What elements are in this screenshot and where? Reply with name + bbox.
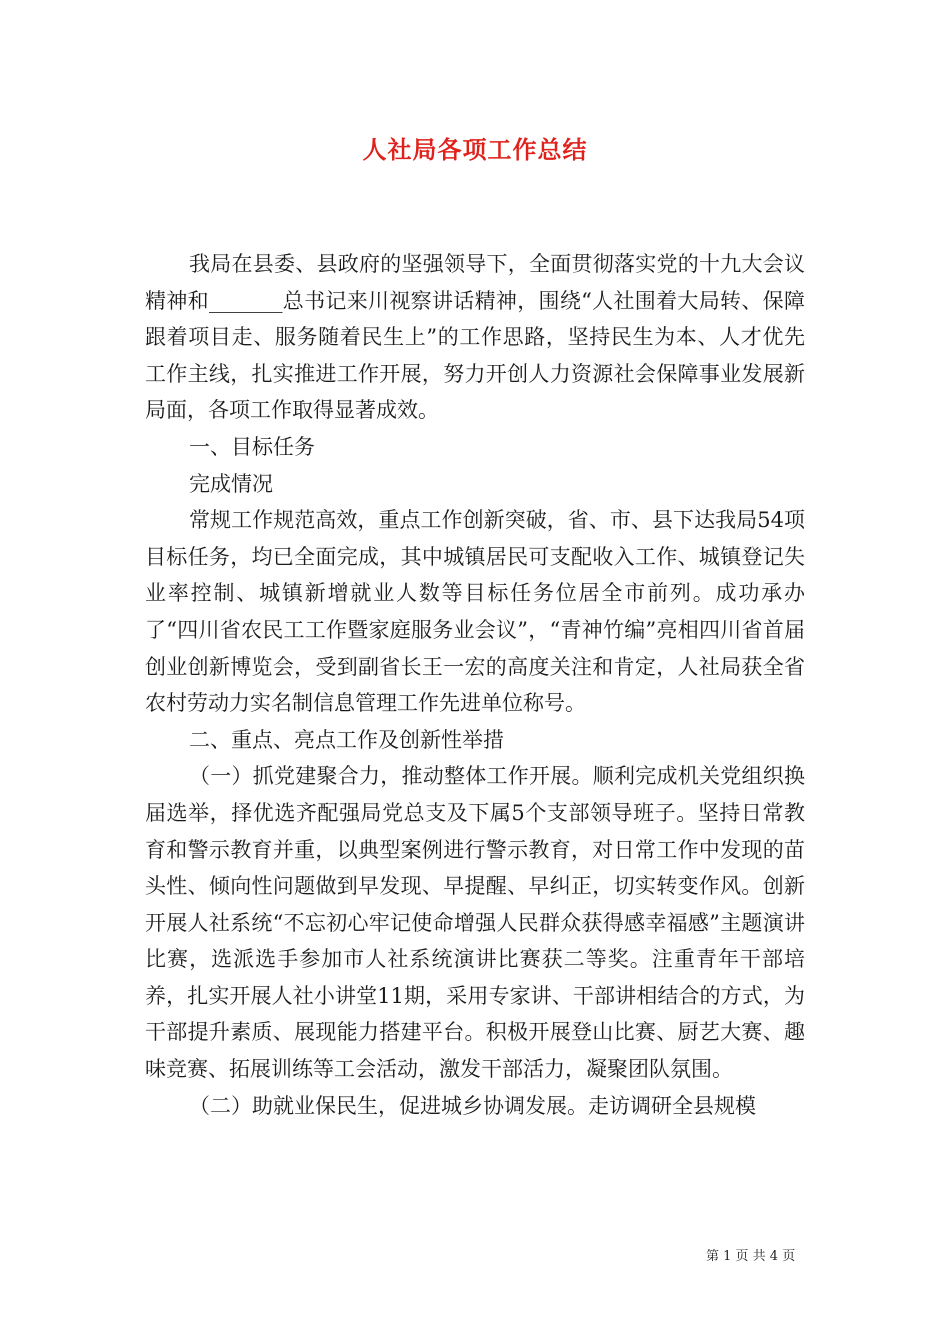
page-number-footer: 第 1 页 共 4 页 [706,1249,796,1264]
paragraph-party-building: （一）抓党建聚合力，推动整体工作开展。顺利完成机关党组织换届选举，择优选齐配强局党总支及下属5个支部领导班子。坚持日常教育和警示教育并重，以典型案例进行警示教育，对日常工作中发现的苗头性、倾向性问题做到早发现、早提醒、早纠正，切实转变作风。创新开展人社系统“不忘初心牢记使命增强人民群众获得感幸福感”主题演讲比赛，选派选手参加市人社系统演讲比赛获二等奖。注重青年干部培养，扎实开展人社小讲堂11期，采用专家讲、干部讲相结合的方式，为干部提升素质、展现能力搭建平台。积极开展登山比赛、厨艺大赛、趣味竞赛、拓展训练等工会活动，激发干部活力，凝聚团队氛围。 [145,764,805,1082]
heading-section-1: 一、目标任务 [189,434,315,459]
paragraph-employment: （二）助就业保民生，促进城乡协调发展。走访调研全县规模 [189,1093,756,1118]
subheading-completion: 完成情况 [189,471,273,496]
document-body [145,246,805,1124]
paragraph-intro: 我局在县委、县政府的坚强领导下，全面贯彻落实党的十九大会议精神和_______总书记来川视察讲话精神，围绕“人社围着大局转、保障跟着项目走、服务随着民生上”的工作思路，坚持民生为本、人才优先工作主线，扎实推进工作开展，努力开创人力资源社会保障事业发展新局面，各项工作取得显著成效。 [145,252,805,423]
heading-section-2: 二、重点、亮点工作及创新性举措 [189,727,504,752]
paragraph-completion: 常规工作规范高效，重点工作创新突破，省、市、县下达我局54项目标任务，均已全面完成，其中城镇居民可支配收入工作、城镇登记失业率控制、城镇新增就业人数等目标任务位居全市前列。成功承办了“四川省农民工工作暨家庭服务业会议”，“青神竹编”亮相四川省首届创业创新博览会，受到副省长王一宏的高度关注和肯定，人社局获全省农村劳动力实名制信息管理工作先进单位称号。 [145,508,805,716]
document-title: 人社局各项工作总结 [362,135,588,164]
